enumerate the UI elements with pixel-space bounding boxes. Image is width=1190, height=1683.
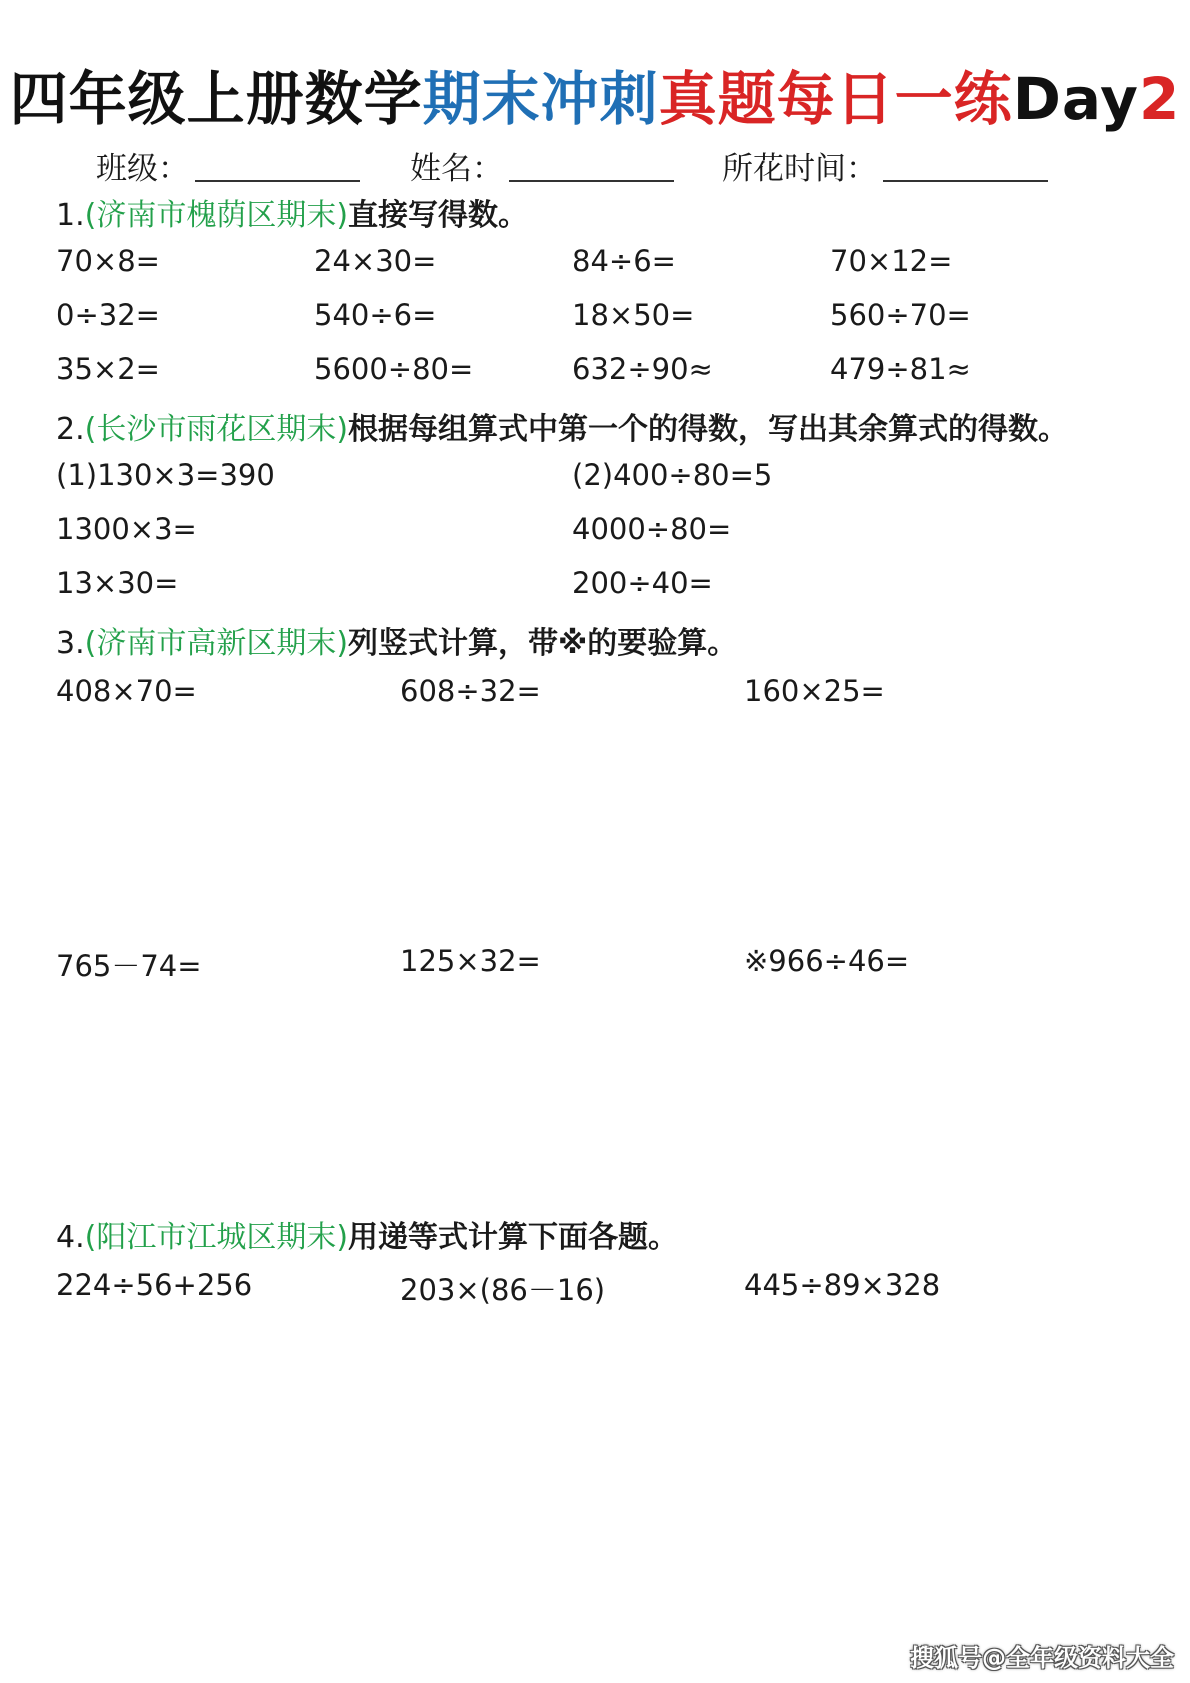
class-label: 班级： (96, 151, 189, 187)
q4-item: 445÷89×328 (744, 1268, 941, 1302)
q4-item: 203×(86－16) (400, 1273, 606, 1307)
q1-item: 632÷90≈ (572, 352, 713, 386)
time-label: 所花时间： (722, 151, 877, 187)
q3-item: 608÷32= (400, 674, 541, 708)
question-3-source: (济南市高新区期末) (84, 626, 349, 661)
question-1-source: (济南市槐荫区期末) (84, 198, 349, 233)
question-2-text: 根据每组算式中第一个的得数，写出其余算式的得数。 (348, 412, 1069, 447)
q3-item: 160×25= (744, 674, 885, 708)
question-2-number: 2. (56, 412, 85, 447)
question-1-text: 直接写得数。 (348, 198, 529, 233)
name-label: 姓名： (410, 151, 503, 187)
student-info-row (0, 143, 1190, 189)
class-field[interactable] (96, 143, 360, 188)
time-blank-line[interactable] (883, 180, 1048, 182)
q2-left-item: (1)130×3=390 (56, 458, 275, 492)
q1-item: 35×2= (56, 352, 160, 386)
title-day-number: 2 (1139, 65, 1181, 133)
q3-item-verify: ※966÷46= (744, 944, 910, 978)
title-part-final: 期末冲刺 (422, 65, 659, 133)
q1-item: 70×12= (830, 244, 953, 278)
name-field[interactable] (410, 143, 674, 188)
q1-item: 24×30= (314, 244, 437, 278)
q2-right-item: 4000÷80= (572, 512, 732, 546)
question-4-number: 4. (56, 1220, 85, 1255)
q2-right-item: 200÷40= (572, 566, 713, 600)
name-blank-line[interactable] (509, 180, 674, 182)
question-4-source: (阳江市江城区期末) (84, 1220, 349, 1255)
q3-item: 125×32= (400, 944, 541, 978)
question-2-source: (长沙市雨花区期末) (84, 412, 349, 447)
q2-left-item: 1300×3= (56, 512, 197, 546)
q3-item: 765－74= (56, 949, 202, 983)
q1-item: 540÷6= (314, 298, 437, 332)
title-day-text: Day (1012, 65, 1139, 133)
q1-item: 479÷81≈ (830, 352, 971, 386)
question-4-text: 用递等式计算下面各题。 (348, 1220, 679, 1255)
question-2-heading (56, 404, 1068, 448)
title-part-daily: 真题每日一练 (658, 65, 1013, 133)
q1-item: 5600÷80= (314, 352, 474, 386)
q3-item: 408×70= (56, 674, 197, 708)
question-3-heading (56, 618, 737, 662)
q1-item: 560÷70= (830, 298, 971, 332)
q2-left-item: 13×30= (56, 566, 179, 600)
q2-right-item: (2)400÷80=5 (572, 458, 773, 492)
q1-item: 0÷32= (56, 298, 160, 332)
question-3-text: 列竖式计算，带※的要验算。 (348, 626, 738, 661)
question-1-number: 1. (56, 198, 85, 233)
q1-item: 70×8= (56, 244, 160, 278)
page-title (0, 52, 1190, 136)
watermark: 搜狐号@全年级资料大全 (910, 1644, 1174, 1672)
q1-item: 84÷6= (572, 244, 676, 278)
question-3-number: 3. (56, 626, 85, 661)
question-4-heading (56, 1212, 678, 1256)
question-1-heading (56, 190, 528, 234)
time-field[interactable] (722, 143, 1048, 188)
q1-item: 18×50= (572, 298, 695, 332)
q4-item: 224÷56+256 (56, 1268, 253, 1302)
title-part-grade: 四年级上册数学 (9, 65, 423, 133)
class-blank-line[interactable] (195, 180, 360, 182)
